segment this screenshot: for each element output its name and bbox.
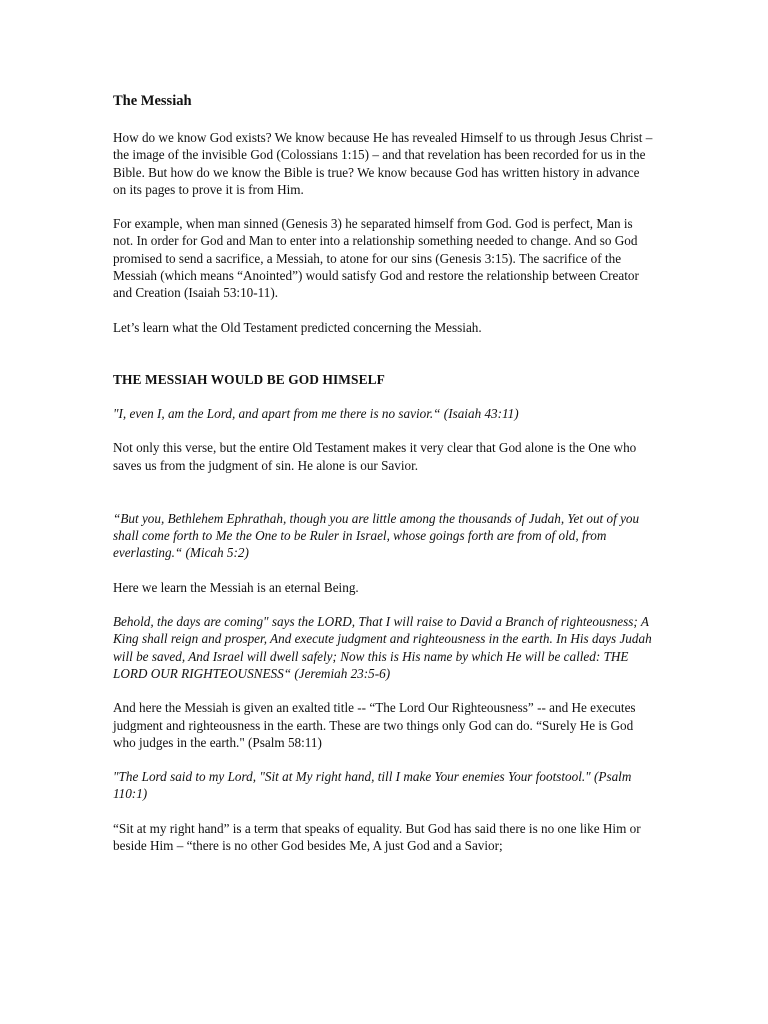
commentary-paragraph-2: Here we learn the Messiah is an eternal Being. — [113, 579, 359, 595]
spacer — [113, 491, 653, 510]
document-title: The Messiah — [113, 93, 192, 109]
spacer — [113, 353, 653, 371]
scripture-quote-jeremiah: Behold, the days are coming" says the LORD, That I will raise to David a Branch of righteousness; A King shall reign and prosper, And execute judgment and righteousness in the earth. In His days Judah will be saved, And Israel will dwell safely; Now this is His name by which He will be called: THE LORD OUR RIGHTEOUSNESS“ (Jeremiah 23:5-6) — [113, 614, 652, 681]
commentary-paragraph-1: Not only this verse, but the entire Old Testament makes it very clear that God alone is the One who saves us from the judgment of sin. He alone is our Savior. — [113, 440, 637, 473]
section-heading: THE MESSIAH WOULD BE GOD HIMSELF — [113, 371, 385, 387]
intro-paragraph-3: Let’s learn what the Old Testament predicted concerning the Messiah. — [113, 319, 482, 335]
scripture-quote-isaiah: "I, even I, am the Lord, and apart from me there is no savior.“ (Isaiah 43:11) — [113, 405, 519, 421]
scripture-quote-psalm: "The Lord said to my Lord, "Sit at My right hand, till I make Your enemies Your footstool." (Psalm 110:1) — [113, 769, 632, 802]
document-page — [113, 92, 653, 871]
intro-paragraph-2: For example, when man sinned (Genesis 3) he separated himself from God. God is perfect, Man is not. In order for God and Man to enter into a relationship something needed to change. And so God promised to send a sacrifice, a Messiah, to atone for our sins (Genesis 3:15). The sacrifice of the Messiah (which means “Anointed”) would satisfy God and restore the relationship between Creator and Creation (Isaiah 53:10-11). — [113, 216, 639, 301]
commentary-paragraph-3: And here the Messiah is given an exalted title -- “The Lord Our Righteousness” -- and He executes judgment and righteousness in the earth. These are two things only God can do. “Surely He is God who judges in the earth." (Psalm 58:11) — [113, 700, 636, 750]
intro-paragraph-1: How do we know God exists? We know because He has revealed Himself to us through Jesus Christ – the image of the invisible God (Colossians 1:15) – and that revelation has been recorded for us in the Bible. But how do we know the Bible is true? We know because God has written history in advance on its pages to prove it is from Him. — [113, 130, 653, 197]
scripture-quote-micah: “But you, Bethlehem Ephrathah, though you are little among the thousands of Judah, Yet out of you shall come forth to Me the One to be Ruler in Israel, whose goings forth are from of old, from everlasting.“ (Micah 5:2) — [113, 510, 640, 561]
commentary-paragraph-4: “Sit at my right hand” is a term that speaks of equality. But God has said there is no one like Him or beside Him – “there is no other God besides Me, A just God and a Savior; — [113, 820, 641, 854]
